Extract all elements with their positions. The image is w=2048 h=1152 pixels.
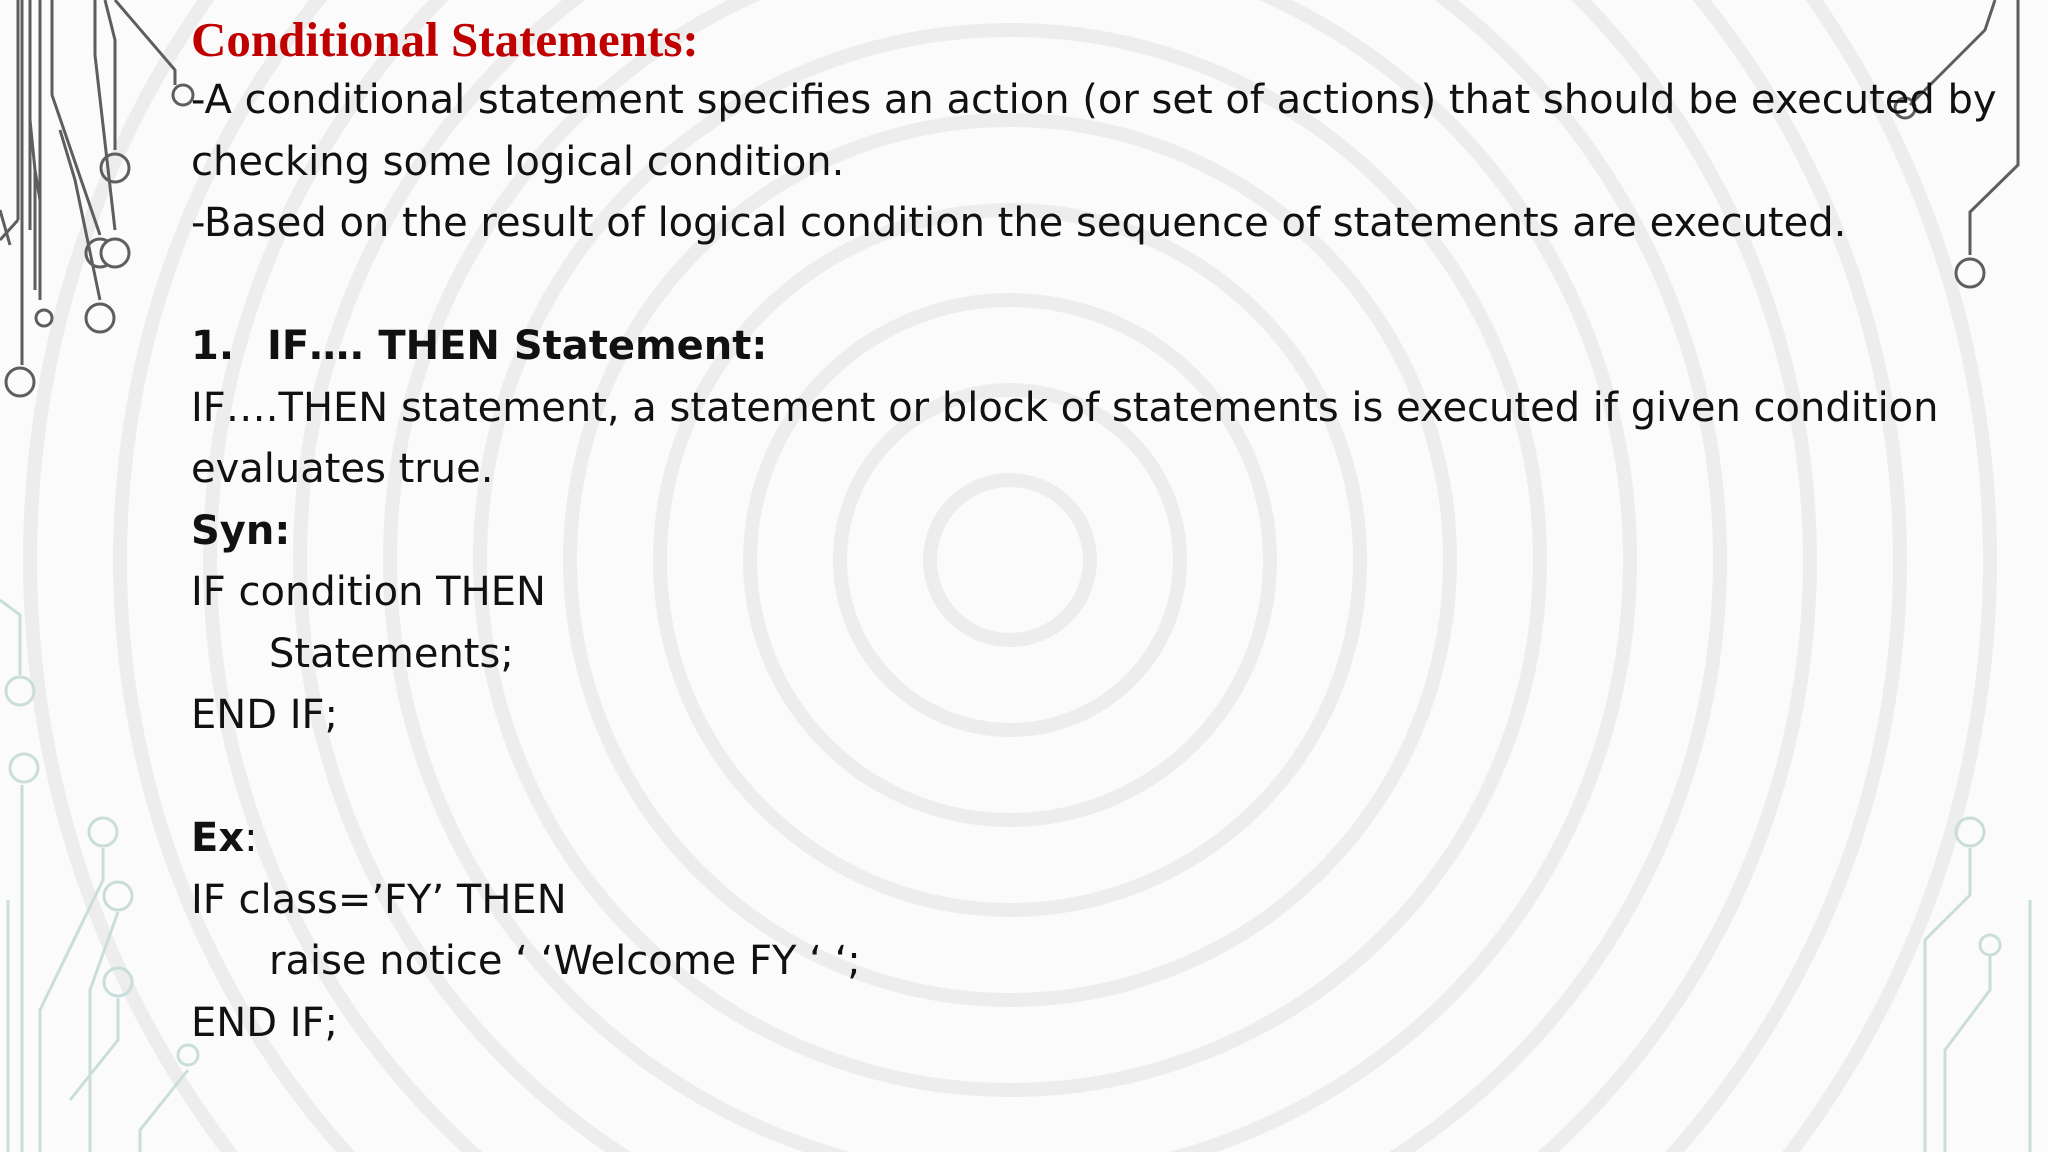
example-line-2: raise notice ‘ ‘Welcome FY ‘ ‘; [269,938,861,984]
syntax-line-3: END IF; [191,692,338,738]
intro-paragraph-line-1: -A conditional statement specifies an action (or set of actions) that should be executed by [191,77,1997,123]
section-description-line-2: evaluates true. [191,446,494,492]
spacer [191,255,2011,317]
intro-paragraph-line-2: checking some logical condition. [191,138,845,185]
section-number: 1. [191,323,235,369]
example-label [191,808,2011,870]
section-heading-text: IF…. THEN Statement: [267,323,768,369]
intro-paragraph-line-3: -Based on the result of logical condition the sequence of statements are executed. [191,200,1847,246]
example-label-text: Ex [191,815,245,861]
syntax-line-2: Statements; [269,630,514,677]
section-heading [191,316,2011,378]
slide-content [191,10,2011,1054]
spacer [191,747,2011,809]
syntax-line-1: IF condition THEN [191,569,546,615]
section-description-line-1: IF….THEN statement, a statement or block of statements is executed if given condition [191,384,1939,431]
slide-title: Conditional Statements: [191,12,699,67]
example-label-colon: : [244,815,258,861]
example-line-3: END IF; [191,999,338,1046]
example-line-1: IF class=’FY’ THEN [191,876,567,923]
syntax-label: Syn: [191,507,291,554]
